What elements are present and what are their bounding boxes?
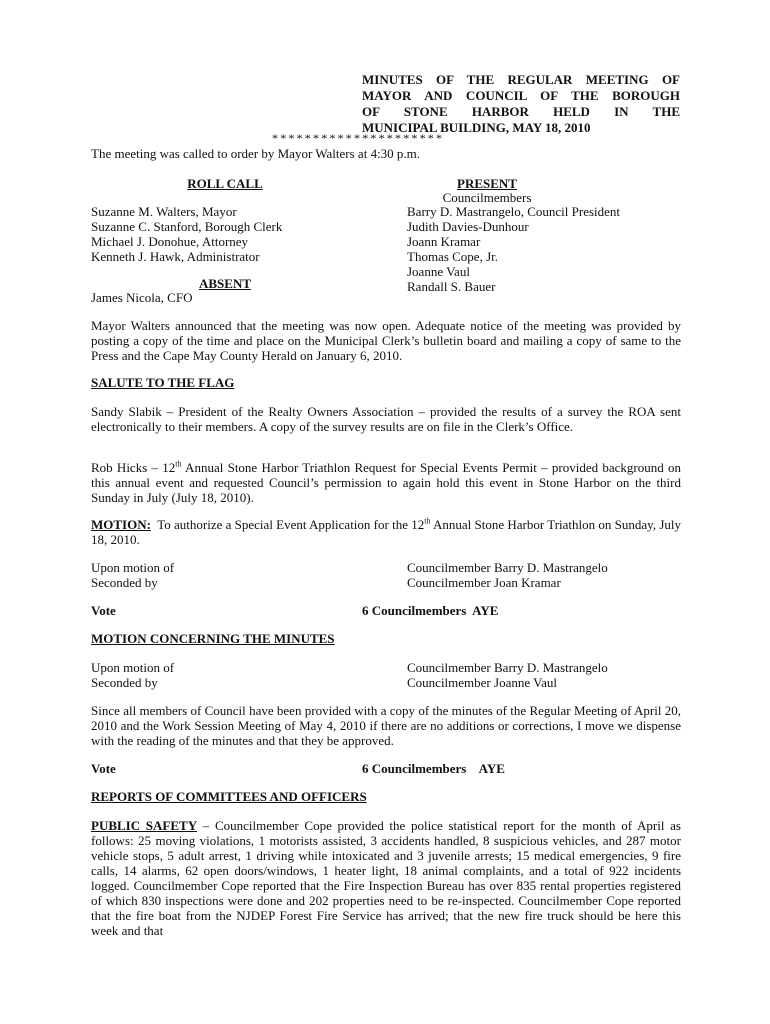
roll-call-name: Suzanne M. Walters, Mayor [91, 204, 237, 219]
roll-call-heading: ROLL CALL [187, 176, 263, 191]
motion-label: MOTION: [91, 517, 151, 532]
public-safety-paragraph [91, 818, 681, 938]
hicks-text-rest: Annual Stone Harbor Triathlon Request for Special Events Permit – provided background on this annual event and requested Council’s permission to again hold this event in Stone Harbor on the third Sunday in July (July 18, 2010). [91, 460, 681, 505]
present-list [407, 204, 620, 294]
roll-call-list [91, 204, 282, 264]
upon-motion-label: Upon motion of [91, 560, 175, 575]
present-name: Judith Davies-Dunhour [407, 219, 529, 234]
hicks-superscript: th [175, 459, 182, 469]
seconded-label: Seconded by [91, 575, 158, 590]
absent-name: James Nicola, CFO [91, 290, 193, 305]
hicks-paragraph [91, 460, 681, 505]
public-safety-text: – Councilmember Cope provided the police statistical report for the month of April as follows: 25 moving violations, 1 motorists assisted, 3 accidents handled, 8 suspicious vehicles, and 287 motor vehicle stops, 5 adult arrest, 1 driving while intoxicated and 3 juvenile arrests; 15 medical emergencies, 9 fire calls, 14 alarms, 62 open doors/windows, 1 heater light, 18 animal complaints, and a total of 922 incidents logged. Councilmember Cope reported that the Fire Inspection Bureau has over 835 rental properties registered of which 830 inspections were done and 202 properties need to be re-inspected. Councilmember Cope reported that the fire boat from the NJDEP Forest Fire Service has arrived; that the new fire truck should be here this week and that [91, 818, 681, 938]
present-name: Thomas Cope, Jr. [407, 249, 498, 264]
public-safety-label: PUBLIC SAFETY [91, 818, 198, 833]
vote-label: Vote [91, 603, 116, 618]
motion-text-rest: Annual Stone Harbor Triathlon on Sunday, July 18, 2010. [91, 517, 681, 547]
present-name: Joanne Vaul [407, 264, 470, 279]
present-name: Randall S. Bauer [407, 279, 496, 294]
motion-superscript: th [424, 516, 431, 526]
seconded-label: Seconded by [91, 675, 158, 690]
motion-by: Councilmember Barry D. Mastrangelo [407, 660, 608, 675]
minutes-vote-result: 6 Councilmembers AYE [362, 761, 505, 776]
minutes-vote-label: Vote [91, 761, 116, 776]
present-name: Barry D. Mastrangelo, Council President [407, 204, 621, 219]
salute-heading: SALUTE TO THE FLAG [91, 375, 235, 390]
document-title [362, 72, 680, 136]
reports-heading: REPORTS OF COMMITTEES AND OFFICERS [91, 789, 367, 804]
title-line-3: OF STONE HARBOR HELD IN THE [362, 104, 680, 119]
slabik-paragraph: Sandy Slabik – President of the Realty Owners Association – provided the results of a survey the ROA sent electronically to their members. A copy of the survey results are on file in the Clerk’s Office. [91, 404, 681, 434]
present-name: Joann Kramar [407, 234, 481, 249]
roll-call-name: Suzanne C. Stanford, Borough Clerk [91, 219, 283, 234]
minutes-paragraph: Since all members of Council have been provided with a copy of the minutes of the Regular Meeting of April 20, 2010 and the Work Session Meeting of May 4, 2010 if there are no additions or corrections, I move we dispense with the reading of the minutes and that they be approved. [91, 703, 681, 748]
motion-text-start: To authorize a Special Event Application for the 12 [150, 517, 425, 532]
motion-by: Councilmember Barry D. Mastrangelo [407, 560, 608, 575]
separator-stars: ********************* [272, 131, 445, 145]
motion-paragraph [91, 517, 681, 547]
minutes-motion-labels [91, 660, 174, 690]
minutes-motion-members [407, 660, 608, 690]
call-to-order: The meeting was called to order by Mayor Walters at 4:30 p.m. [91, 146, 421, 161]
absent-heading: ABSENT [198, 276, 252, 291]
upon-motion-label: Upon motion of [91, 660, 175, 675]
present-heading: PRESENT [457, 176, 517, 191]
seconded-by: Councilmember Joanne Vaul [407, 675, 557, 690]
hicks-text-start: Rob Hicks – 12 [91, 460, 176, 475]
present-subheading: Councilmembers [442, 190, 532, 205]
minutes-heading: MOTION CONCERNING THE MINUTES [91, 631, 335, 646]
roll-call-name: Michael J. Donohue, Attorney [91, 234, 249, 249]
vote-result: 6 Councilmembers AYE [362, 603, 499, 618]
roll-call-name: Kenneth J. Hawk, Administrator [91, 249, 260, 264]
seconded-by: Councilmember Joan Kramar [407, 575, 561, 590]
notice-paragraph: Mayor Walters announced that the meeting was now open. Adequate notice of the meeting was provided by posting a copy of the time and place on the Municipal Clerk’s bulletin board and mailing a copy of same to the Press and the Cape May County Herald on January 6, 2010. [91, 318, 681, 363]
title-line-1: MINUTES OF THE REGULAR MEETING OF [362, 72, 680, 87]
motion-members [407, 560, 608, 590]
title-line-2: MAYOR AND COUNCIL OF THE BOROUGH [362, 88, 680, 103]
title-line-4: MUNICIPAL BUILDING, MAY 18, 2010 [362, 120, 591, 135]
motion-labels [91, 560, 174, 590]
